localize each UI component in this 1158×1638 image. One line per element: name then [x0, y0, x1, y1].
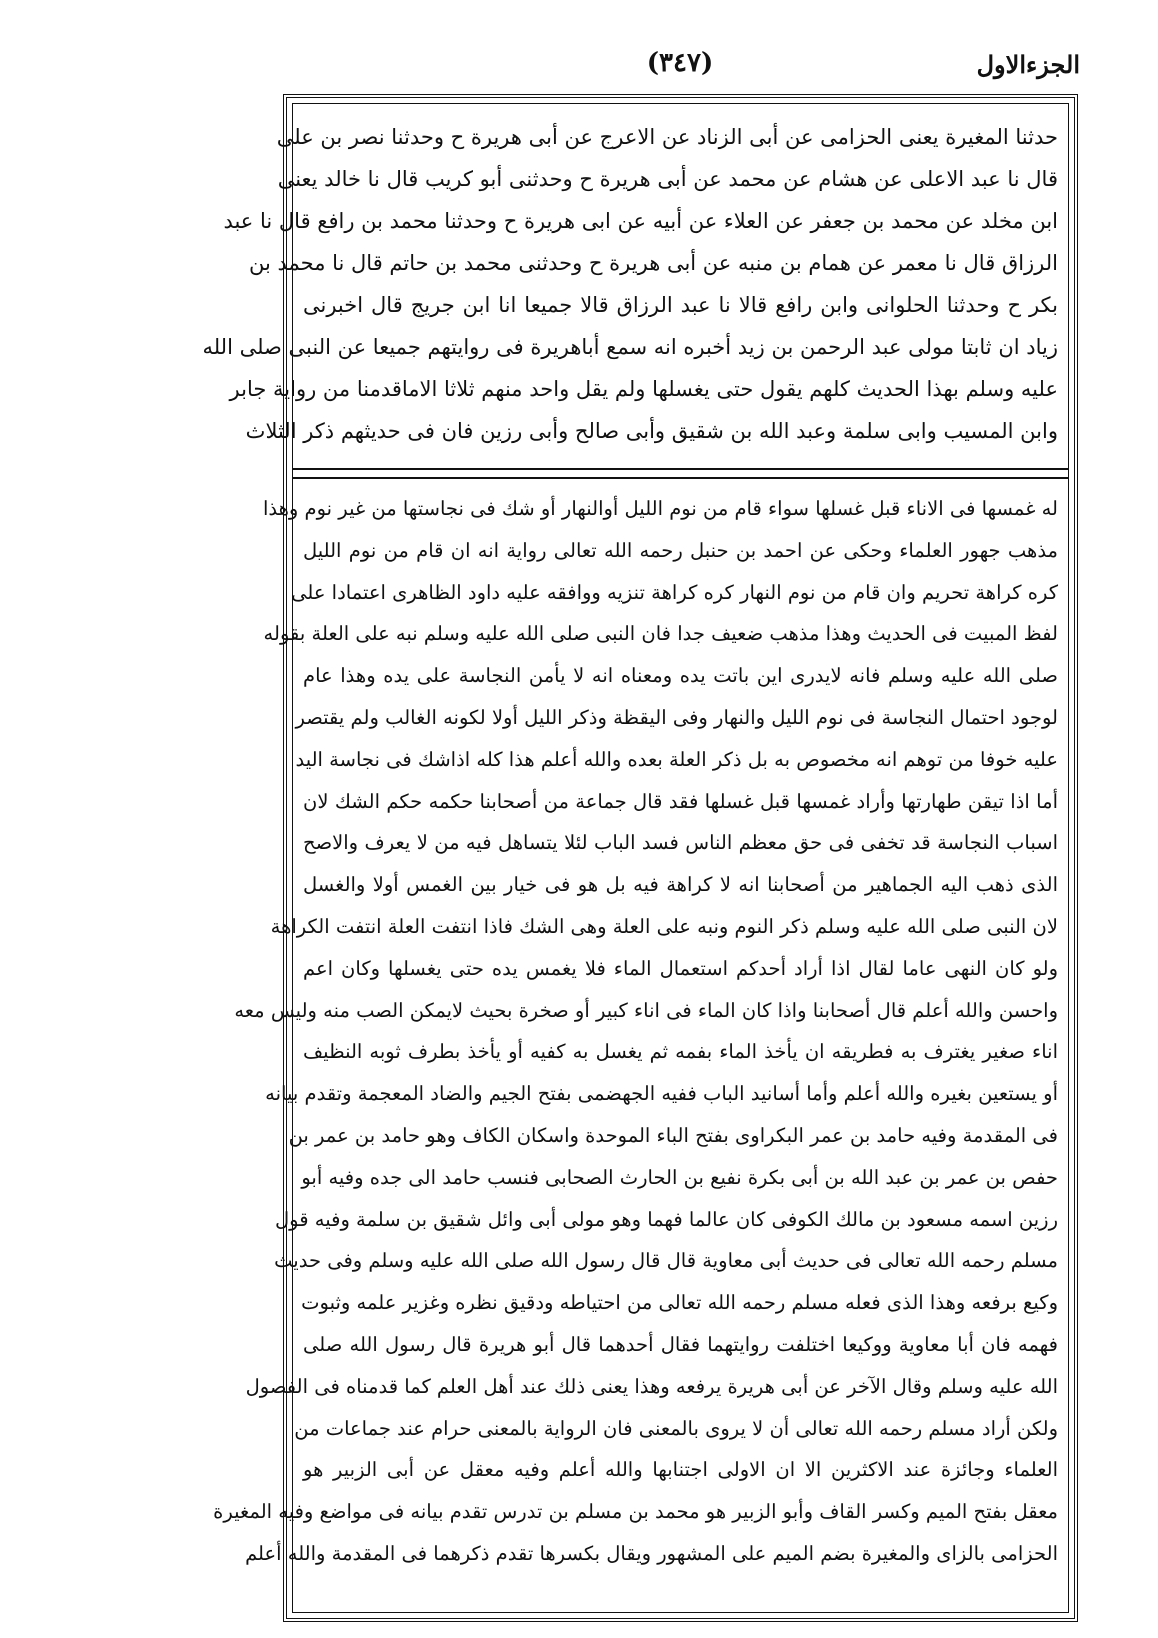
commentary-line: اناء صغير يغترف به فطريقه ان يأخذ الماء بفمه ثم يغسل به كفيه أو يأخذ بطرف ثوبه النظيف — [303, 1040, 1058, 1064]
commentary-line: له غمسها فى الاناء قبل غسلها سواء قام من نوم الليل أوالنهار أو شك فى نجاستها من غير نوم وهذا — [262, 497, 1058, 520]
commentary-text-block — [213, 488, 1058, 1604]
commentary-line: معقل بفتح الميم وكسر القاف وأبو الزبير هو محمد بن مسلم بن تدرس تقدم بيانه فى مواضع وفيه المغيرة — [213, 1500, 1058, 1524]
commentary-line: أما اذا تيقن طهارتها وأراد غمسها قبل غسلها فقد قال جماعة من أصحابنا حكمه حكم الشك لان — [303, 789, 1058, 813]
page-frame — [202, 94, 1078, 1622]
commentary-line: واحسن والله أعلم قال أصحابنا واذا كان الماء فى اناء كبير أو صخرة بحيث لايمكن الصب منه وليس معه — [234, 998, 1058, 1022]
commentary-line: الذى ذهب اليه الجماهير من أصحابنا انه لا كراهة فيه بل هو فى خيار بين الغمس أولا والغسل — [303, 873, 1058, 897]
commentary-line: فهمه فان أبا معاوية ووكيعا اختلفت روايتهما فقال أحدهما قال أبو هريرة قال رسول الله صلى — [303, 1332, 1058, 1356]
commentary-line: لفظ المبيت فى الحديث وهذا مذهب ضعيف جدا فان النبى صلى الله عليه وسلم نبه على العلة بقوله — [263, 622, 1058, 646]
commentary-line: رزين اسمه مسعود بن مالك الكوفى كان عالما فهما وهو مولى أبى وائل شقيق بن سلمة وفيه قول — [275, 1207, 1058, 1231]
page-frame-inner — [202, 103, 1069, 1613]
commentary-line: ولكن أراد مسلم رحمه الله تعالى أن لا يروى بالمعنى فان الرواية بالمعنى حرام عند جماعات من — [294, 1416, 1058, 1440]
commentary-line: الحزامى بالزاى والمغيرة بضم الميم على المشهور ويقال بكسرها تقدم ذكرهما فى المقدمة والله أعلم — [245, 1541, 1058, 1565]
commentary-line: ولو كان النهى عاما لقال اذا أراد أحدكم استعمال الماء فلا يغمس يده حتى يغسلها وكان اعم — [303, 956, 1058, 980]
commentary-line: فى المقدمة وفيه حامد بن عمر البكراوى بفتح الباء الموحدة واسكان الكاف وهو حامد بن عمر بن — [288, 1123, 1058, 1147]
commentary-line: أو يستعين بغيره والله أعلم وأما أسانيد الباب ففيه الجهضمى بفتح الجيم والضاد المعجمة وتقدم بيانه — [265, 1082, 1058, 1106]
hadith-line: الرزاق قال نا معمر عن همام بن منبه عن أبى هريرة ح وحدثنى محمد بن حاتم قال نا محمد بن — [248, 251, 1058, 275]
commentary-line: العلماء وجائزة عند الاكثرين الا ان الاولى اجتنابها والله أعلم وفيه معقل عن أبى الزبير هو — [303, 1458, 1058, 1482]
hadith-line: عليه وسلم بهذا الحديث كلهم يقول حتى يغسلها ولم يقل واحد منهم ثلاثا الاماقدمنا من رواية جابر — [229, 377, 1058, 401]
hadith-line: ابن مخلد عن محمد بن جعفر عن العلاء عن أبيه عن ابى هريرة ح وحدثنا محمد بن رافع قال نا عبد — [223, 209, 1058, 233]
commentary-line: صلى الله عليه وسلم فانه لايدرى اين باتت يده ومعناه انه لا يأمن النجاسة على يده وهذا عام — [303, 664, 1058, 688]
commentary-line: لوجود احتمال النجاسة فى نوم الليل والنهار وفى اليقظة وذكر الليل أولا لكونه الغالب ولم يقتصر — [295, 705, 1058, 729]
commentary-line: كره كراهة تحريم وان قام من نوم النهار كره كراهة تنزيه ووافقه عليه داود الظاهرى اعتمادا على — [291, 580, 1058, 604]
commentary-line: مذهب جهور العلماء وحكى عن احمد بن حنبل رحمه الله تعالى رواية انه ان قام من نوم الليل — [303, 538, 1058, 562]
page-header — [280, 42, 1080, 92]
part-title: الجزءالاول — [976, 50, 1080, 79]
section-divider — [293, 468, 1068, 479]
hadith-line: زياد ان ثابتا مولى عبد الرحمن بن زيد أخبره انه سمع أباهريرة فى روايتهم جميعا عن النبى صلى الله — [202, 335, 1058, 359]
commentary-line: الله عليه وسلم وقال الآخر عن أبى هريرة يرفعه وهذا يعنى ذلك عند أهل العلم كما قدمناه فى الفصول — [245, 1374, 1058, 1398]
commentary-line: مسلم رحمه الله تعالى فى حديث أبى معاوية قال قال رسول الله صلى الله عليه وسلم وفى حديث — [274, 1249, 1058, 1273]
commentary-line: اسباب النجاسة قد تخفى فى حق معظم الناس فسد الباب لئلا يتساهل فيه من لا يعرف والاصح — [303, 831, 1058, 855]
hadith-text-block — [202, 116, 1058, 456]
commentary-line: وكيع برفعه وهذا الذى فعله مسلم رحمه الله تعالى من احتياطه ودقيق نظره وغزير علمه وثبوت — [301, 1291, 1058, 1315]
hadith-line: حدثنا المغيرة يعنى الحزامى عن أبى الزناد عن الاعرج عن أبى هريرة ح وحدثنا نصر بن على — [276, 125, 1058, 149]
hadith-line: قال نا عبد الاعلى عن هشام عن محمد عن أبى هريرة ح وحدثنى أبو كريب قال نا خالد يعنى — [277, 167, 1058, 191]
commentary-line: حفص بن عمر بن عبد الله بن أبى بكرة نفيع بن الحارث الصحابى فنسب حامد الى جده وفيه أبو — [301, 1165, 1058, 1189]
commentary-line: عليه خوفا من توهم انه مخصوص به بل ذكر العلة بعده والله أعلم هذا كله اذاشك فى نجاسة اليد — [295, 747, 1058, 771]
hadith-line: وابن المسيب وابى سلمة وعبد الله بن شقيق وأبى صالح وأبى رزين فان فى حديثهم ذكر الثلاث — [245, 419, 1058, 443]
commentary-line: لان النبى صلى الله عليه وسلم ذكر النوم ونبه على العلة وهى الشك فاذا انتفت العلة انتفت الكراهة — [270, 914, 1058, 938]
hadith-line: بكر ح وحدثنا الحلوانى وابن رافع قالا نا عبد الرزاق قالا جميعا انا ابن جريج قال اخبرنى — [303, 293, 1058, 317]
page-number: (٣٤٧) — [646, 48, 714, 78]
